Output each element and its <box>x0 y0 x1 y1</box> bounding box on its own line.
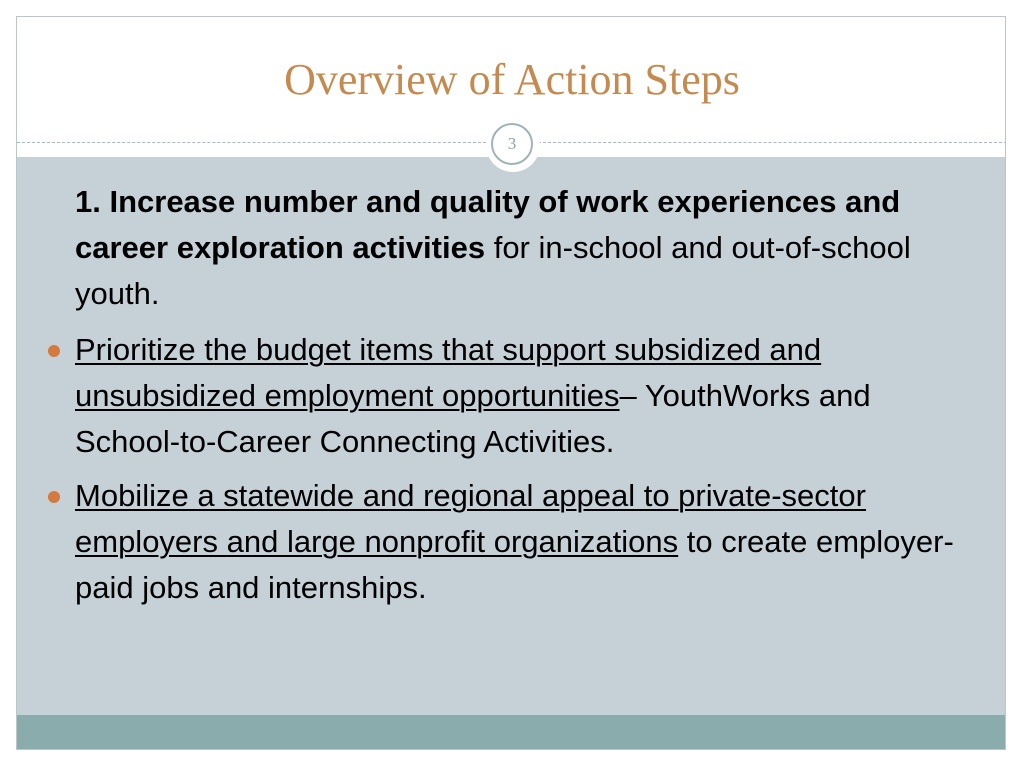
bullet-icon <box>48 491 60 503</box>
bullet-underlined-text: Mobilize a statewide and regional appeal to private-sector employers and large nonprofit organizations <box>75 478 866 559</box>
page-number: 3 <box>491 123 533 165</box>
heading-normal-text: for in-school and out-of-school youth. <box>75 230 911 311</box>
bullet-item <box>75 327 975 465</box>
action-step-heading <box>75 179 975 317</box>
bullet-rest-text: – YouthWorks and School-to-Career Connecting Activities. <box>75 378 871 459</box>
slide-body <box>75 179 975 619</box>
slide-title: Overview of Action Steps <box>284 55 740 104</box>
bullet-rest-text: to create employer-paid jobs and internships. <box>75 524 954 605</box>
footer-band <box>17 715 1006 750</box>
bullet-icon <box>48 345 60 357</box>
bullet-item <box>75 473 975 611</box>
slide <box>16 16 1006 750</box>
bullet-underlined-text: Prioritize the budget items that support subsidized and unsubsidized employment opportunities <box>75 332 822 413</box>
heading-bold-text: 1. Increase number and quality of work experiences and career exploration activities <box>75 184 901 265</box>
